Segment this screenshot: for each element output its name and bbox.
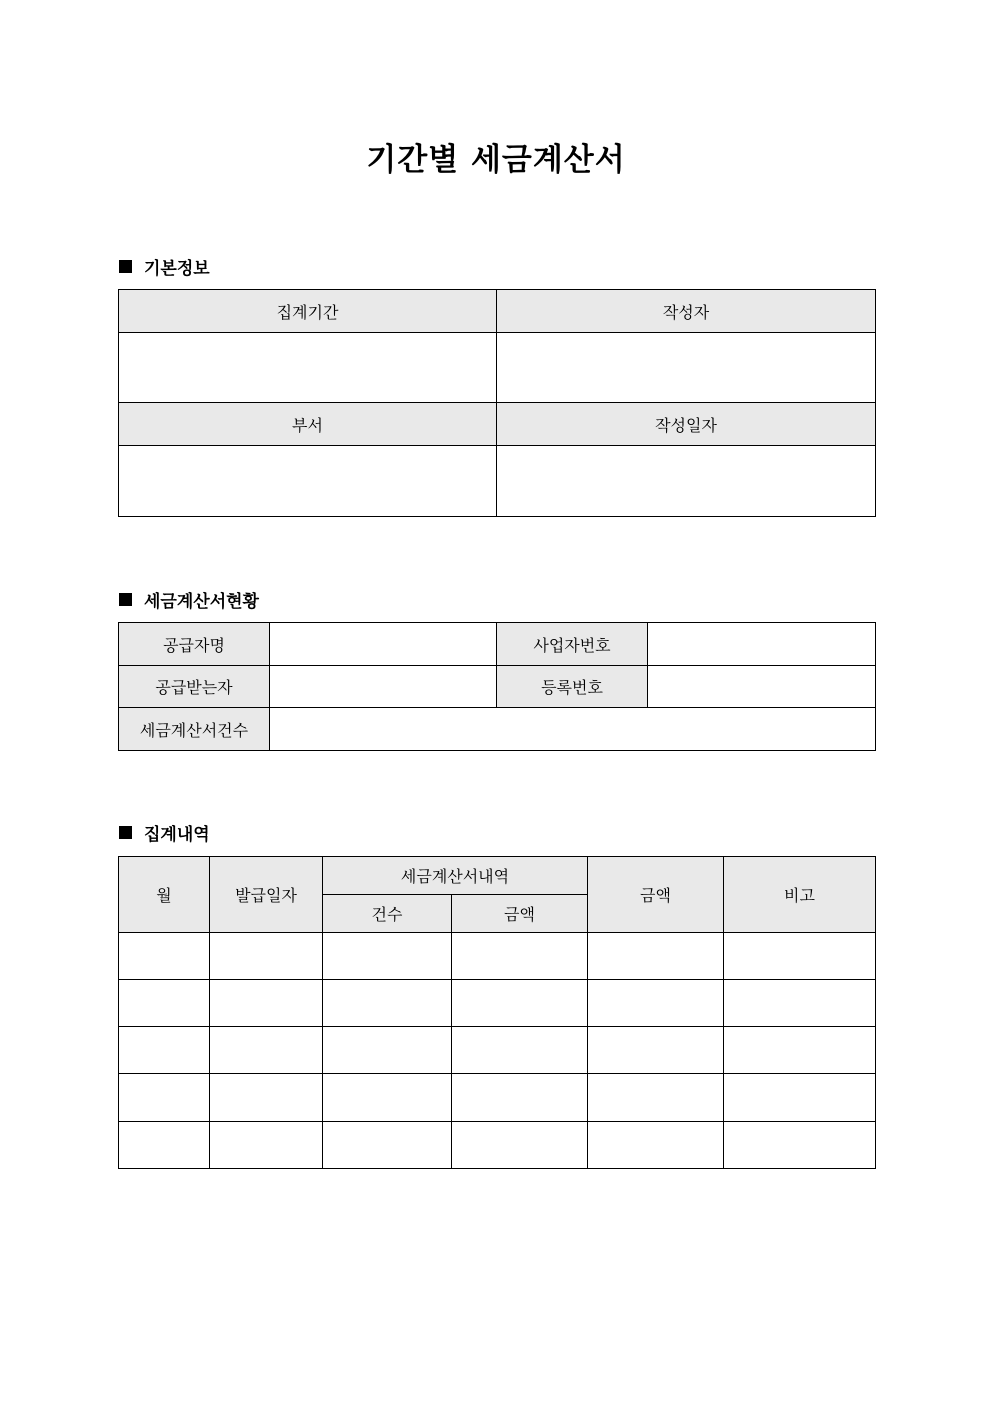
- document-title: 기간별 세금계산서: [366, 142, 626, 178]
- header-count: 건수: [323, 895, 452, 933]
- cell-count[interactable]: [323, 1027, 452, 1074]
- cell-remarks[interactable]: [724, 933, 876, 980]
- cell-month[interactable]: [119, 980, 210, 1027]
- cell-count[interactable]: [323, 980, 452, 1027]
- field-department[interactable]: [119, 446, 497, 517]
- label-registration-number: 등록번호: [497, 666, 648, 708]
- cell-issue-date[interactable]: [210, 1027, 323, 1074]
- section-heading-status: [119, 587, 259, 612]
- field-period[interactable]: [119, 333, 497, 403]
- field-business-number[interactable]: [648, 623, 876, 666]
- label-supplier-name: 공급자명: [119, 623, 270, 666]
- cell-amount[interactable]: [588, 980, 724, 1027]
- cell-remarks[interactable]: [724, 1122, 876, 1169]
- cell-remarks[interactable]: [724, 1074, 876, 1122]
- status-table: [118, 622, 876, 751]
- cell-amount[interactable]: [588, 1074, 724, 1122]
- square-bullet-icon: [119, 826, 132, 839]
- cell-month[interactable]: [119, 1122, 210, 1169]
- cell-detail-amount[interactable]: [452, 933, 588, 980]
- section-title: 기본정보: [144, 259, 210, 279]
- field-author[interactable]: [497, 333, 876, 403]
- basic-info-table: [118, 289, 876, 517]
- cell-amount[interactable]: [588, 933, 724, 980]
- field-invoice-count[interactable]: [270, 708, 876, 751]
- cell-count[interactable]: [323, 1122, 452, 1169]
- cell-month[interactable]: [119, 1027, 210, 1074]
- cell-month[interactable]: [119, 1074, 210, 1122]
- cell-issue-date[interactable]: [210, 980, 323, 1027]
- table-row: [119, 933, 876, 980]
- header-detail-amount: 금액: [452, 895, 588, 933]
- label-invoice-count: 세금계산서건수: [119, 708, 270, 751]
- label-date-written: 작성일자: [497, 403, 876, 446]
- square-bullet-icon: [119, 593, 132, 606]
- cell-detail-amount[interactable]: [452, 980, 588, 1027]
- cell-detail-amount[interactable]: [452, 1122, 588, 1169]
- section-heading-basic-info: [119, 254, 210, 279]
- table-row: [119, 1027, 876, 1074]
- label-period: 집계기간: [119, 290, 497, 333]
- header-issue-date: 발급일자: [210, 857, 323, 933]
- section-title: 세금계산서현황: [144, 592, 259, 612]
- cell-amount[interactable]: [588, 1122, 724, 1169]
- header-month: 월: [119, 857, 210, 933]
- cell-issue-date[interactable]: [210, 1122, 323, 1169]
- label-department: 부서: [119, 403, 497, 446]
- cell-remarks[interactable]: [724, 980, 876, 1027]
- square-bullet-icon: [119, 260, 132, 273]
- table-row: [119, 1074, 876, 1122]
- cell-issue-date[interactable]: [210, 1074, 323, 1122]
- cell-count[interactable]: [323, 1074, 452, 1122]
- summary-table: [118, 856, 876, 1169]
- label-recipient: 공급받는자: [119, 666, 270, 708]
- cell-detail-amount[interactable]: [452, 1074, 588, 1122]
- cell-remarks[interactable]: [724, 1027, 876, 1074]
- field-registration-number[interactable]: [648, 666, 876, 708]
- field-recipient[interactable]: [270, 666, 497, 708]
- header-invoice-detail: 세금계산서내역: [323, 857, 588, 895]
- cell-month[interactable]: [119, 933, 210, 980]
- section-heading-summary: [119, 820, 210, 845]
- table-row: [119, 980, 876, 1027]
- cell-amount[interactable]: [588, 1027, 724, 1074]
- section-title: 집계내역: [144, 825, 210, 845]
- cell-detail-amount[interactable]: [452, 1027, 588, 1074]
- header-amount: 금액: [588, 857, 724, 933]
- cell-count[interactable]: [323, 933, 452, 980]
- field-date-written[interactable]: [497, 446, 876, 517]
- table-row: [119, 1122, 876, 1169]
- label-author: 작성자: [497, 290, 876, 333]
- field-supplier-name[interactable]: [270, 623, 497, 666]
- label-business-number: 사업자번호: [497, 623, 648, 666]
- cell-issue-date[interactable]: [210, 933, 323, 980]
- header-remarks: 비고: [724, 857, 876, 933]
